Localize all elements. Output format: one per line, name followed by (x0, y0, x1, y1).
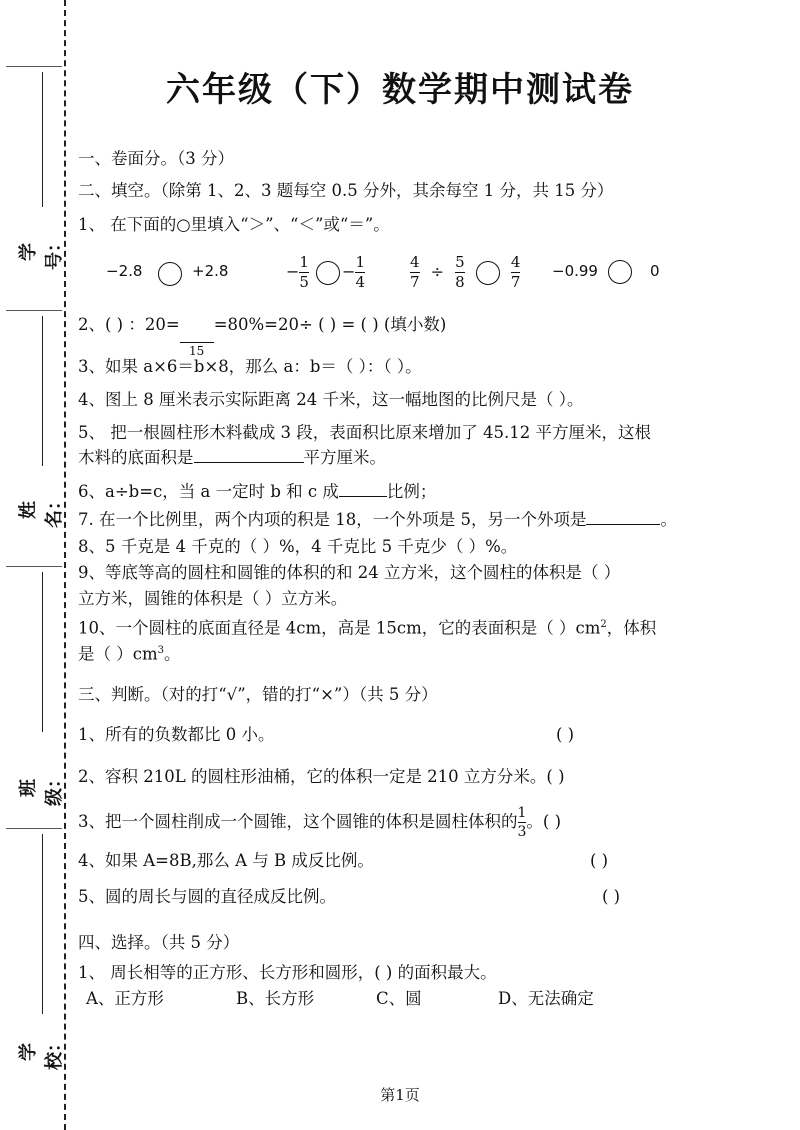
compare-a-right: +2.8 (192, 262, 229, 280)
binding-rule-3 (6, 566, 62, 567)
compare-d-left: −0.99 (552, 262, 598, 280)
school-label: 学校： (18, 1034, 65, 1070)
compare-circle-a[interactable] (158, 262, 182, 286)
question-5-line-1: 5、 把一根圆柱形木料截成 3 段，表面积比原来增加了 45.12 平方厘米，这根 (78, 423, 651, 442)
class-label: 班级： (18, 770, 65, 806)
minus-sign: − (342, 262, 356, 281)
binding-rule-2 (6, 310, 62, 311)
question-2 (78, 314, 446, 357)
section-1-heading: 一、卷面分。（3 分） (78, 149, 234, 168)
question-5-line-2 (78, 446, 386, 469)
question-6-end: 比例； (386, 482, 437, 501)
question-7-text: 7. 在一个比例里，两个内项的积是 18，一个外项是 5，另一个外项是 (78, 510, 587, 529)
denominator: 4 (355, 273, 365, 291)
judge-1-answer[interactable]: ( ) (556, 725, 575, 744)
answer-blank[interactable] (194, 446, 304, 463)
judge-4-answer[interactable]: ( ) (590, 851, 609, 870)
fraction-4-7 (410, 255, 420, 290)
class-line (42, 572, 43, 732)
binding-rule-4 (6, 828, 62, 829)
name-line (42, 316, 43, 466)
judge-5: 5、圆的周长与圆的直径成反比例。 (78, 887, 336, 906)
question-5-unit: 平方厘米。 (303, 448, 386, 467)
question-9-line-1: 9、等底等高的圆柱和圆锥的体积的和 24 立方米，这个圆柱的体积是（ ） (78, 563, 621, 582)
compare-d-right: 0 (650, 262, 660, 280)
fraction-1-5 (299, 255, 309, 290)
numerator: 5 (455, 253, 465, 271)
judge-3-text: 3、把一个圆柱削成一个圆锥，这个圆锥的体积是圆柱体积的 (78, 812, 518, 831)
fraction-1-4 (355, 255, 365, 290)
denominator: 15 (189, 344, 205, 358)
numerator-blank (180, 332, 214, 340)
answer-blank[interactable] (339, 480, 387, 497)
fraction-4-7-right (511, 255, 521, 290)
choice-option-a[interactable]: A、正方形 (86, 989, 164, 1008)
judge-3-answer[interactable]: 。( ) (526, 812, 562, 831)
superscript-3: 3 (157, 645, 165, 656)
divide-sign: ÷ (430, 262, 445, 281)
judge-1: 1、所有的负数都比 0 小。 (78, 725, 275, 744)
judge-3 (78, 806, 561, 839)
question-10-line-1 (78, 614, 656, 640)
name-label: 姓名： (18, 492, 65, 528)
fraction-bar (180, 342, 214, 343)
question-10-text-2: 是（ ）cm (78, 644, 158, 664)
choice-option-c[interactable]: C、圆 (376, 989, 422, 1008)
question-4: 4、图上 8 厘米表示实际距离 24 千米，这一幅地图的比例尺是（ ）。 (78, 390, 584, 409)
numerator: 1 (517, 805, 527, 821)
question-2-start: 2、( ) ：20= (78, 315, 180, 334)
question-10-end: 。 (164, 644, 181, 664)
choice-1: 1、 周长相等的正方形、长方形和圆形，( ) 的面积最大。 (78, 963, 497, 982)
question-5-text: 木料的底面积是 (78, 448, 194, 467)
school-line (42, 834, 43, 1014)
question-9-line-2: 立方米，圆锥的体积是（ ）立方米。 (78, 589, 348, 608)
page-title: 六年级（下）数学期中测试卷 (166, 70, 634, 110)
compare-a-left: −2.8 (106, 262, 143, 280)
denominator: 3 (517, 824, 527, 840)
question-3: 3、如果 a×6＝b×8，那么 a：b＝（ ）：（ ）。 (78, 357, 422, 376)
minus-sign: − (286, 262, 300, 281)
judge-5-answer[interactable]: ( ) (602, 887, 621, 906)
question-1: 1、 在下面的○里填入“＞”、“＜”或“＝”。 (78, 215, 390, 234)
fraction-5-8 (455, 255, 465, 290)
fraction-blank-over-15 (180, 332, 214, 357)
compare-c-expression (410, 255, 520, 290)
section-2-heading: 二、填空。（除第 1、2、3 题每空 0.5 分外，其余每空 1 分，共 15 分） (78, 181, 614, 200)
denominator: 8 (455, 273, 465, 291)
denominator: 7 (510, 273, 521, 291)
question-10-line-2 (78, 640, 181, 666)
numerator: 1 (299, 253, 309, 271)
superscript-2: 2 (600, 619, 607, 630)
numerator: 4 (410, 253, 420, 271)
numerator: 1 (355, 253, 365, 271)
judge-2: 2、容积 210L 的圆柱形油桶，它的体积一定是 210 立方分米。( ) (78, 767, 565, 786)
student-id-label: 学号： (18, 234, 65, 270)
answer-blank[interactable] (586, 508, 660, 525)
binding-dashed-line (64, 0, 66, 1130)
section-4-heading: 四、选择。（共 5 分） (78, 933, 240, 952)
question-6 (78, 480, 436, 503)
page-number: 第1页 (380, 1086, 420, 1104)
question-10-text: 10、一个圆柱的底面直径是 4cm，高是 15cm，它的表面积是（ ）cm (78, 618, 601, 638)
question-2-end: =80%=20÷ ( ) = ( ) (填小数) (213, 315, 447, 334)
question-8: 8、5 千克是 4 千克的（ ）%，4 千克比 5 千克少（ ）%。 (78, 537, 518, 556)
section-3-heading: 三、判断。（对的打“√”，错的打“×”）（共 5 分） (78, 685, 438, 704)
denominator: 7 (410, 273, 420, 291)
numerator: 4 (510, 253, 521, 271)
question-6-text: 6、a÷b=c，当 a 一定时 b 和 c 成 (78, 482, 339, 501)
question-7 (78, 508, 677, 531)
question-7-end: 。 (660, 510, 677, 529)
question-10-text-end: ，体积 (606, 618, 657, 638)
compare-circle-b[interactable] (316, 261, 340, 285)
denominator: 5 (299, 273, 309, 291)
choice-option-b[interactable]: B、长方形 (236, 989, 315, 1008)
compare-circle-c[interactable] (476, 261, 500, 285)
compare-b-expression (286, 255, 365, 290)
compare-circle-d[interactable] (608, 260, 632, 284)
choice-option-d[interactable]: D、无法确定 (498, 989, 594, 1008)
judge-4: 4、如果 A=8B,那么 A 与 B 成反比例。 (78, 851, 374, 870)
